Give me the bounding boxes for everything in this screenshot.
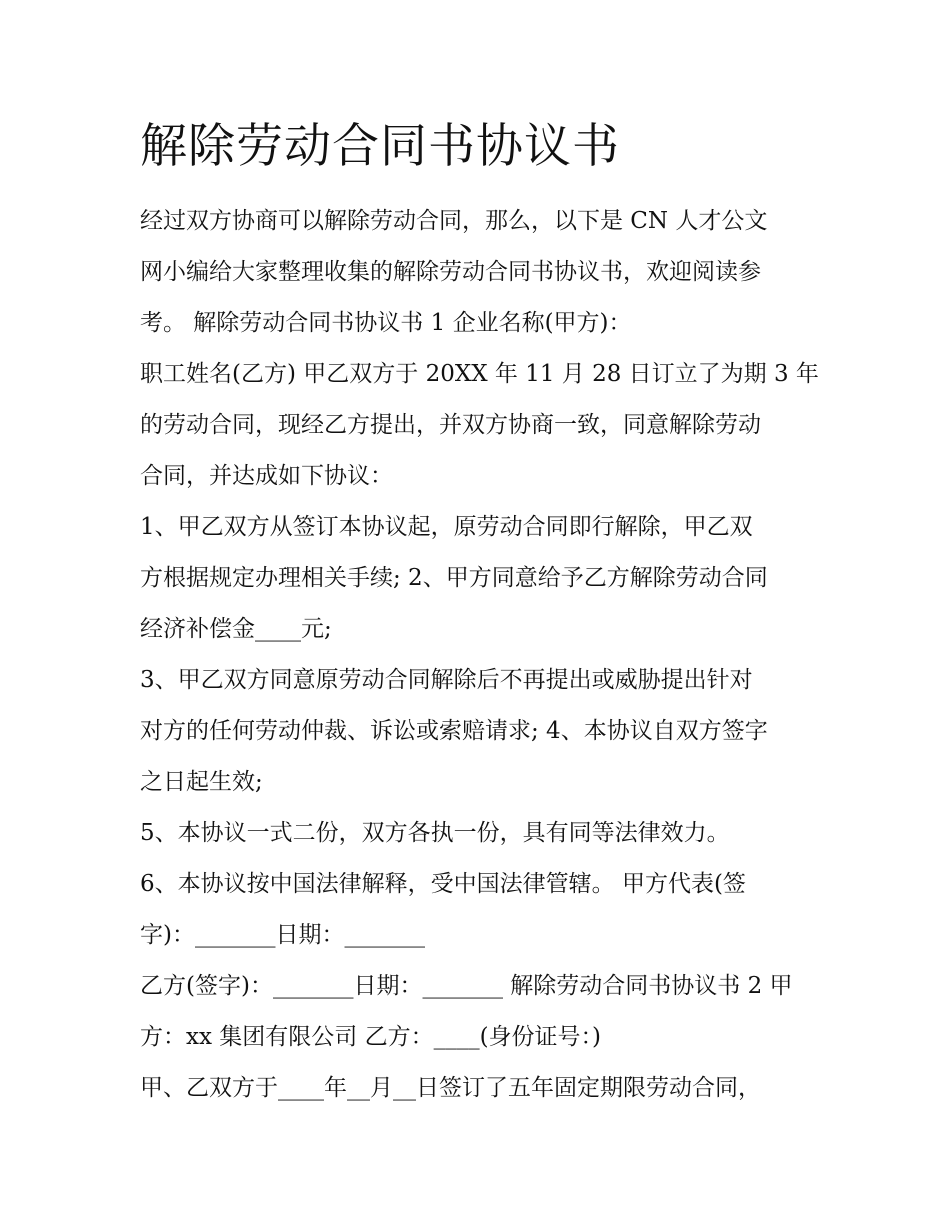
- paragraph-line: 之日起生效;: [140, 769, 263, 795]
- paragraph-line: 1、甲乙双方从签订本协议起，原劳动合同即行解除，甲乙双: [140, 514, 753, 540]
- paragraph-line: 网小编给大家整理收集的解除劳动合同书协议书，欢迎阅读参: [140, 259, 761, 285]
- paragraph-line: 方：xx 集团有限公司 乙方：____(身份证号：): [140, 1024, 602, 1050]
- document-title: 解除劳动合同书协议书: [140, 119, 620, 174]
- paragraph-line: 6、本协议按中国法律解释，受中国法律管辖。 甲方代表(签: [140, 871, 746, 897]
- paragraph-line: 乙方(签字)：_______日期：_______ 解除劳动合同书协议书 2 甲: [140, 973, 793, 999]
- paragraph-line: 经济补偿金____元;: [140, 616, 332, 642]
- paragraph-line: 5、本协议一式二份，双方各执一份，具有同等法律效力。: [140, 820, 730, 846]
- paragraph-line: 的劳动合同，现经乙方提出，并双方协商一致，同意解除劳动: [140, 412, 761, 438]
- paragraph-line: 职工姓名(乙方) 甲乙双方于 20XX 年 11 月 28 日订立了为期 3 年: [140, 361, 819, 387]
- paragraph-line: 合同，并达成如下协议：: [140, 463, 393, 489]
- paragraph-line: 字)：_______日期：_______: [140, 922, 425, 948]
- document-body: [140, 196, 830, 1114]
- paragraph-line: 甲、乙双方于____年__月__日签订了五年固定期限劳动合同，: [140, 1075, 761, 1101]
- paragraph-line: 方根据规定办理相关手续; 2、甲方同意给予乙方解除劳动合同: [140, 565, 768, 591]
- paragraph-line: 经过双方协商可以解除劳动合同，那么，以下是 CN 人才公文: [140, 208, 768, 234]
- paragraph-line: 对方的任何劳动仲裁、诉讼或索赔请求; 4、本协议自双方签字: [140, 718, 768, 744]
- paragraph-line: 3、甲乙双方同意原劳动合同解除后不再提出或威胁提出针对: [140, 667, 753, 693]
- paragraph-line: 考。 解除劳动合同书协议书 1 企业名称(甲方)：: [140, 310, 632, 336]
